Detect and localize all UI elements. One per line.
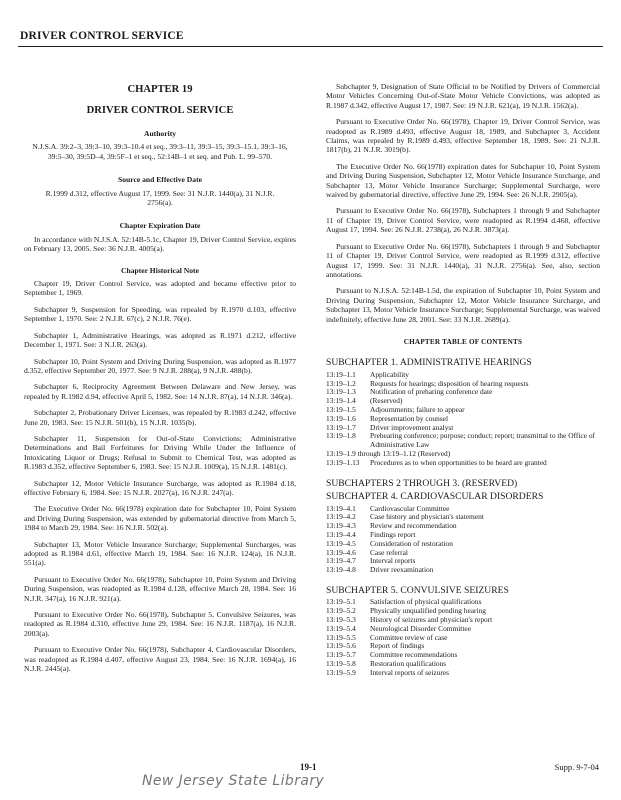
toc-row <box>326 566 600 575</box>
section-number: 13:19–4.1 <box>326 503 356 513</box>
subchapters-2-3-heading: SUBCHAPTERS 2 THROUGH 3. (RESERVED) <box>326 477 518 489</box>
section-number: 13:19–5.2 <box>326 606 356 616</box>
history-paragraph: Pursuant to Executive Order No. 66(1978), Subchapter 10, Point System and Driving During Suspension, was readopted as R.1984 d.128, effective March 28, 1984. See: 16 N.J.R. 347(a), 16 N.J.R. 921(a). <box>24 574 296 603</box>
section-title: Case history and physician's statement <box>370 512 484 522</box>
expiration-text: In accordance with N.J.S.A. 52:14B-5.1c, Chapter 19, Driver Control Service, expires on February 13, 2005. See: 36 N.J.R. 4005(a). <box>24 234 296 254</box>
section-number: 13:19–1.7 <box>326 422 356 432</box>
history-paragraph: Pursuant to Executive Order No. 66(1978), Subchapters 1 through 9 and Subchapter 11 of Chapter 19, Driver Control Service, were readopted as R.1994 d.468, effective August 17, 1994. See: 26 N.J.R. 2738(a), 26 N.J.R. 3873(a). <box>326 206 600 235</box>
toc-row <box>326 513 600 522</box>
section-number: 13:19–5.6 <box>326 641 356 651</box>
history-paragraph: Subchapter 2, Probationary Driver Licenses, was repealed by R.1983 d.242, effective June 20, 1983. See: 15 N.J.R. 501(b), 15 N.J.R. 1035(b). <box>24 408 296 427</box>
section-title: Restoration qualifications <box>370 659 447 669</box>
history-paragraph: Subchapter 9, Designation of State Official to be Notified by Drivers of Commercial Motor Vehicles Concerning Out-of-State Motor Vehicle Convictions, was adopted as R.1987 d.342, effective August 17, 1987. See: 19 N.J.R. 621(a), 19 N.J.R. 1562(a). <box>326 82 600 110</box>
history-paragraph: Subchapter 10, Point System and Driving During Suspension, was adopted as R.1977 d.352, effective September 20, 1977. See: 9 N.J.R. 288(a), 9 N.J.R. 488(b). <box>24 356 296 375</box>
section-number: 13:19–4.3 <box>326 521 356 531</box>
section-number: 13:19–4.7 <box>326 556 356 566</box>
section-title: Requests for hearings; disposition of hearing requests <box>370 378 529 388</box>
section-title: Consideration of restoration <box>370 538 453 548</box>
toc-row <box>326 406 600 415</box>
section-number: 13:19–1.3 <box>326 387 356 397</box>
section-number: 13:19–4.6 <box>326 547 356 557</box>
section-number: 13:19–4.2 <box>326 512 356 522</box>
section-number: 13:19–1.4 <box>326 396 356 406</box>
section-title: Adjournments; failure to appear <box>370 405 465 415</box>
section-title: Review and recommendation <box>370 521 457 531</box>
section-number: 13:19–5.4 <box>326 623 356 633</box>
section-title: Applicability <box>370 369 409 379</box>
section-number: 13:19–5.3 <box>326 615 356 625</box>
subchapter-5-list <box>326 598 600 677</box>
section-number: 13:19–4.4 <box>326 530 356 539</box>
toc-row <box>326 415 600 424</box>
running-header: DRIVER CONTROL SERVICE <box>20 30 184 42</box>
history-paragraph: The Executive Order No. 66(1978) expiration dates for Subchapter 10, Point System and Driving During Suspension, Subchapter 12, Motor Vehicle Insurance Surcharge, and Subchapter 13, Motor Vehicle Insurance Surcharge; Supplemental Surcharge, were waived by gubernatorial directive, effective June 29, 1994. See: 26 N.J.R. 2905(a). <box>326 161 600 200</box>
section-number: 13:19–1.6 <box>326 413 356 423</box>
toc-row <box>326 459 600 468</box>
section-title: Interval reports of seizures <box>370 667 450 677</box>
section-number: 13:19–5.5 <box>326 632 356 642</box>
section-title: Procedures as to when opportunities to be heard are granted <box>370 457 547 467</box>
library-watermark: New Jersey State Library <box>142 773 325 789</box>
left-column <box>24 82 296 680</box>
source-text: R.1999 d.312, effective August 17, 1999. See: 31 N.J.R. 1440(a), 31 N.J.R. 2756(a). <box>45 188 275 208</box>
toc-row <box>326 634 600 643</box>
section-title: Prehearing conference; purpose; conduct; report; transmittal to the Office of Administrative Law <box>370 431 595 450</box>
history-paragraph: Subchapter 6, Reciprocity Agreement Between Delaware and New Jersey, was repealed by R.1982 d.94, effective April 5, 1982. See: 14 N.J.R. 87(a), 14 N.J.R. 346(a). <box>24 382 296 401</box>
subchapter-1-list <box>326 371 600 468</box>
toc-row <box>326 651 600 660</box>
authority-heading: Authority <box>143 129 177 138</box>
section-title: History of seizures and physician's report <box>370 615 493 625</box>
toc-row <box>326 522 600 531</box>
chapter-number: CHAPTER 19 <box>127 84 193 95</box>
section-title: Interval reports <box>370 556 416 566</box>
chapter-title: DRIVER CONTROL SERVICE <box>86 105 234 116</box>
section-title: (Reserved) <box>370 396 403 406</box>
history-paragraph: Subchapter 9, Suspension for Speeding, was repealed by R.1970 d.103, effective September 1, 1970. See: 2 N.J.R. 67(c), 2 N.J.R. 76(e). <box>24 304 296 324</box>
right-column <box>326 82 600 678</box>
subchapter-5-heading: SUBCHAPTER 5. CONVULSIVE SEIZURES <box>326 584 509 596</box>
history-paragraph: Subchapter 1, Administrative Hearings, was adopted as R.1971 d.212, effective December 1, 1971. See: 3 N.J.R. 263(a). <box>24 330 296 350</box>
section-number: 13:19–5.7 <box>326 650 356 660</box>
history-paragraph: Subchapter 11, Suspension for Out-of-State Convictions; Administrative Determinations and Bail Forfeitures for Driving While Under the Influence of Intoxicating Liquor or Drugs; Refusal to Submit to Chemical Test, was adopted as R.1983 d.352, effective September 6, 1983. See: 15 N.J.R. 1009(a), 15 N.J.R. 1481(c). <box>24 433 296 472</box>
toc-row <box>326 557 600 566</box>
section-title: Committee review of case <box>370 632 448 642</box>
history-paragraph: Pursuant to N.J.S.A. 52:14B-1.5d, the expiration of Subchapter 10, Point System and Driving During Suspension, Subchapter 12, Motor Vehicle Insurance Surcharge, and Subchapter 13, Motor Vehicle Insurance Surcharge; Supplemental Surcharge, was waived indefinitely, effective June 28, 2001. See: 33 N.J.R. 2689(a). <box>326 286 600 324</box>
section-number: 13:19–1.8 <box>326 431 356 441</box>
history-paragraph: Pursuant to Executive Order No. 66(1978), Subchapter 4, Cardiovascular Disorders, was readopted as R.1984 d.407, effective August 23, 1984. See: 16 N.J.R. 1694(a), 16 N.J.R. 2445(a). <box>24 645 296 674</box>
history-paragraph: Chapter 19, Driver Control Service, was adopted and became effective prior to September 1, 1969. <box>24 279 296 298</box>
toc-row <box>326 660 600 669</box>
toc-row <box>326 549 600 558</box>
toc-row <box>326 669 600 678</box>
toc-row <box>326 432 600 450</box>
history-paragraph: Subchapter 13, Motor Vehicle Insurance Surcharge; Supplemental Surcharges, was adopted as R.1984 d.61, effective March 19, 1984. See: 16 N.J.R. 124(a), 16 N.J.R. 551(a). <box>24 539 296 568</box>
section-number: 13:19–5.8 <box>326 659 356 669</box>
section-title: Neurological Disorder Committee <box>370 623 471 633</box>
historical-note-heading: Chapter Historical Note <box>121 265 199 275</box>
header-rule <box>18 46 603 47</box>
toc-row <box>326 540 600 549</box>
section-title: Case referral <box>370 547 408 557</box>
section-title: Committee recommendations <box>370 650 458 660</box>
section-number: 13:19–1.13 <box>326 457 360 467</box>
section-number: 13:19–1.5 <box>326 405 356 415</box>
section-range: 13:19–1.9 through 13:19–1.12 (Reserved) <box>326 449 451 459</box>
toc-heading: CHAPTER TABLE OF CONTENTS <box>403 337 523 346</box>
expiration-heading: Chapter Expiration Date <box>119 221 201 231</box>
section-title: Cardiovascular Committee <box>370 503 450 513</box>
supplement-date: Supp. 9-7-04 <box>554 762 599 772</box>
subchapter-1-heading: SUBCHAPTER 1. ADMINISTRATIVE HEARINGS <box>326 357 532 369</box>
section-title: Notification of preharing conference date <box>370 387 493 397</box>
section-title: Physically unqualified pending hearing <box>370 606 486 616</box>
history-paragraph: Pursuant to Executive Order No. 66(1978), Subchapters 1 through 9 and Subchapter 11 of Chapter 19, Driver Control Service, were readopted as R.1999 d.312, effective August 17, 1999. See: 31 N.J.R. 1440(a), 31 N.J.R. 2756(a). See, also, section annotations. <box>326 241 600 279</box>
toc-row <box>326 531 600 540</box>
toc-row <box>326 642 600 651</box>
section-number: 13:19–4.8 <box>326 565 356 575</box>
history-paragraph: Pursuant to Executive Order No. 66(1978), Subchapter 5, Convulsive Seizures, was readopted as R.1984 d.310, effective June 29, 1984. See: 16 N.J.R. 1187(a), 16 N.J.R. 2003(a). <box>24 610 296 638</box>
toc-row <box>326 625 600 634</box>
section-title: Representation by counsel <box>370 413 448 423</box>
subchapter-4-heading: SUBCHAPTER 4. CARDIOVASCULAR DISORDERS <box>326 491 544 503</box>
section-number: 13:19–1.2 <box>326 378 356 388</box>
section-title: Satisfaction of physical qualifications <box>370 597 482 607</box>
page-number: 19-1 <box>300 762 317 772</box>
history-paragraph: Subchapter 12, Motor Vehicle Insurance Surcharge, was adopted as R.1984 d.18, effective February 6, 1984. See: 15 N.J.R. 2027(a), 16 N.J.R. 247(a). <box>24 478 296 497</box>
section-title: Findings report <box>370 530 416 539</box>
section-title: Driver improvement analyst <box>370 422 454 432</box>
source-heading: Source and Effective Date <box>117 175 202 185</box>
section-title: Driver reexamination <box>370 565 434 575</box>
subchapter-4-list <box>326 505 600 575</box>
section-number: 13:19–4.5 <box>326 538 356 548</box>
history-paragraph: Pursuant to Executive Order No. 66(1978), Chapter 19, Driver Control Service, was readopted as R.1989 d.493, effective August 18, 1989, and Subchapter 3, Accident Claims, was repealed by R.1989 d.493, effective September 18, 1989. See: 21 N.J.R. 1817(b), 21 N.J.R. 3019(b). <box>326 117 600 155</box>
section-title: Report of findings <box>370 641 425 651</box>
section-number: 13:19–5.9 <box>326 667 356 677</box>
section-number: 13:19–1.1 <box>326 369 356 379</box>
history-paragraph: The Executive Order No. 66(1978) expiration date for Subchapter 10, Point System and Driving During Suspension, was extended by gubernatorial directive from March 5, 1984 to March 29, 1984. See: 16 N.J.R. 502(a). <box>24 504 296 533</box>
authority-text: N.J.S.A. 39:2–3, 39:3–10, 39:3–10.4 et seq., 39:3–11, 39:3–15, 39:3–15.1, 39:3–16, 39:5–30, 39:5D–4, 39:5F–1 et seq., 52:14B–1 et seq. and Pub. L. 99–570. <box>32 142 288 161</box>
toc-row <box>326 388 600 397</box>
section-number: 13:19–5.1 <box>326 597 356 607</box>
